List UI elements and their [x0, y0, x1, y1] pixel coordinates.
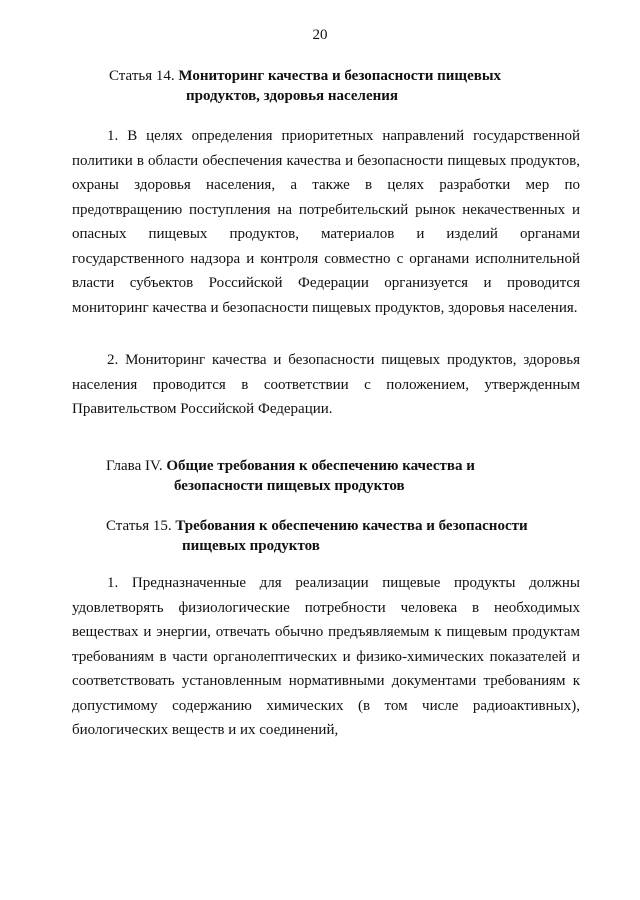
chapter-4-title-line1: Общие требования к обеспечению качества и — [166, 458, 475, 474]
chapter-4-label: Глава IV. — [106, 458, 163, 474]
page-number: 20 — [312, 27, 328, 43]
article-14-title-line1: Мониторинг качества и безопасности пищевых — [178, 68, 502, 84]
article-14-title-line2: продуктов, здоровья населения — [186, 88, 399, 104]
article-15-title-line1: Требования к обеспечению качества и безопасности — [175, 518, 528, 534]
article-15-paragraph-1: 1. Предназначенные для реализации пищевые продукты должны удовлетворять физиологические потребности человека в необходимых веществах и энергии, отвечать обычно предъявляемым к пищевым продуктам требованиям в части органолептических и физико-химических показателей и соответствовать установленным нормативными документами требованиям к допустимому содержанию химических (в том числе радиоактивных), биологических веществ и их соединений, — [72, 575, 580, 738]
article-15-title-line2: пищевых продуктов — [182, 538, 320, 554]
chapter-4-heading — [106, 456, 475, 496]
article-14-paragraph-1: 1. В целях определения приоритетных направлений государственной политики в области обеспечения качества и безопасности пищевых продуктов, охраны здоровья населения, а также в целях разработки мер по предотвращению поступления на потребительский рынок некачественных и опасных пищевых продуктов, материалов и изделий органами государственного надзора и контроля совместно с органами исполнительной власти субъектов Российской Федерации организуется и проводится мониторинг качества и безопасности пищевых продуктов, здоровья населения. — [72, 128, 580, 316]
article-14-heading — [109, 66, 501, 106]
article-14-label: Статья 14. — [109, 68, 175, 84]
article-14-paragraph-2: 2. Мониторинг качества и безопасности пищевых продуктов, здоровья населения проводится в соответствии с положением, утвержденным Правительством Российской Федерации. — [72, 352, 580, 417]
chapter-4-title-line2: безопасности пищевых продуктов — [174, 478, 405, 494]
article-15-label: Статья 15. — [106, 518, 172, 534]
article-15-heading — [106, 516, 528, 556]
